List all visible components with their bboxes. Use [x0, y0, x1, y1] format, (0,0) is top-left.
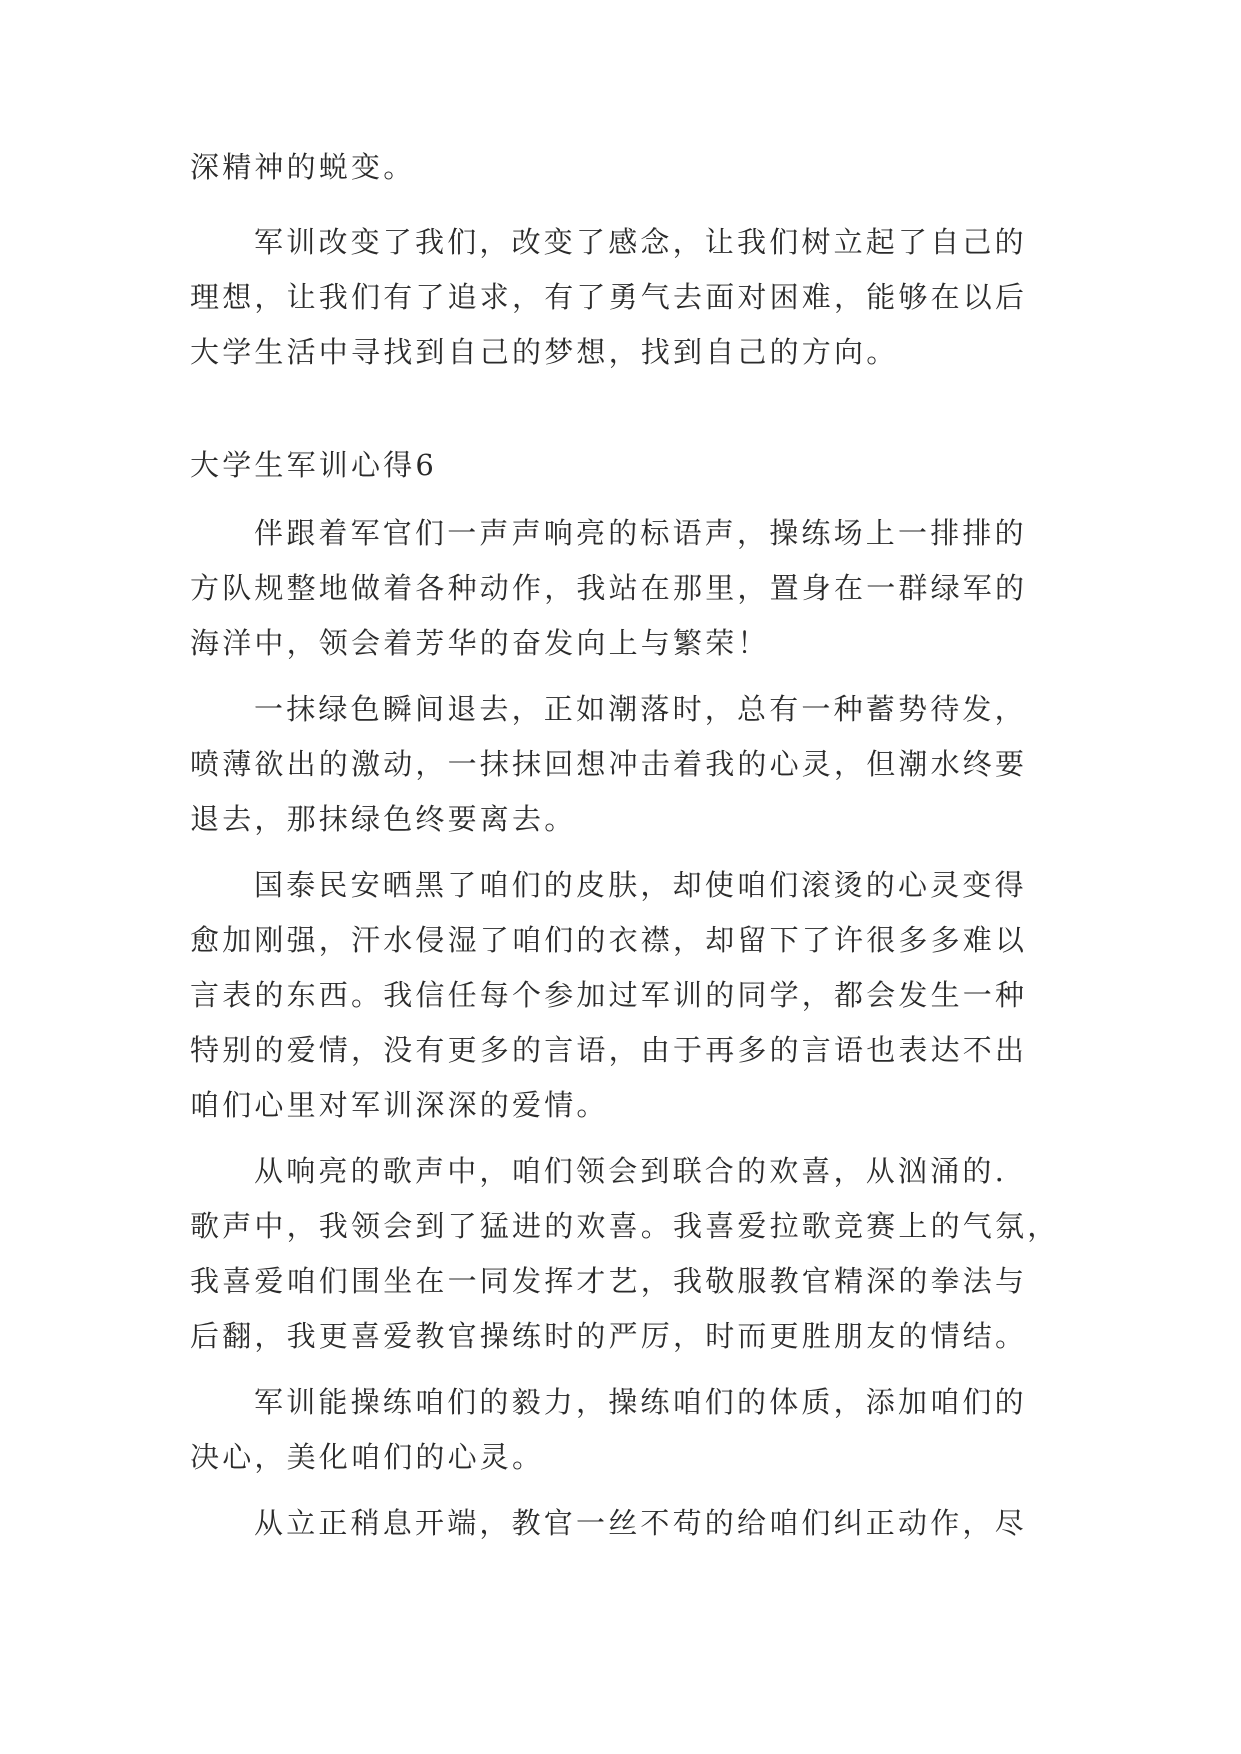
text-line: 从响亮的歌声中，咱们领会到联合的欢喜，从汹涌的.: [254, 1154, 1008, 1188]
text-line: 从立正稍息开端，教官一丝不苟的给咱们纠正动作，尽: [254, 1506, 1027, 1540]
text-line: 军训改变了我们，改变了感念，让我们树立起了自己的: [254, 225, 1027, 259]
text-line: 愈加刚强，汗水侵湿了咱们的衣襟，却留下了许很多多难以: [190, 923, 1028, 957]
text-line: 后翻，我更喜爱教官操练时的严厉，时而更胜朋友的情结。: [190, 1319, 1028, 1353]
section-heading: 大学生军训心得6: [190, 448, 438, 482]
text-line: 方队规整地做着各种动作，我站在那里，置身在一群绿军的: [190, 571, 1028, 605]
text-line: 歌声中，我领会到了猛进的欢喜。我喜爱拉歌竞赛上的气氛，: [190, 1209, 1060, 1243]
text-line: 咱们心里对军训深深的爱情。: [190, 1088, 609, 1122]
text-line: 决心，美化咱们的心灵。: [190, 1440, 545, 1474]
text-line: 言表的东西。我信任每个参加过军训的同学，都会发生一种: [190, 978, 1028, 1012]
text-line: 一抹绿色瞬间退去，正如潮落时，总有一种蓄势待发，: [254, 692, 1027, 726]
text-line: 我喜爱咱们围坐在一同发挥才艺，我敬服教官精深的拳法与: [190, 1264, 1028, 1298]
text-line: 退去，那抹绿色终要离去。: [190, 802, 577, 836]
text-line: 国泰民安晒黑了咱们的皮肤，却使咱们滚烫的心灵变得: [254, 868, 1027, 902]
text-line: 海洋中，领会着芳华的奋发向上与繁荣！: [190, 626, 770, 660]
text-line: 大学生活中寻找到自己的梦想，找到自己的方向。: [190, 335, 899, 369]
text-line: 特别的爱情，没有更多的言语，由于再多的言语也表达不出: [190, 1033, 1028, 1067]
text-line: 军训能操练咱们的毅力，操练咱们的体质，添加咱们的: [254, 1385, 1027, 1419]
text-line: 理想，让我们有了追求，有了勇气去面对困难，能够在以后: [190, 280, 1028, 314]
text-line: 深精神的蜕变。: [190, 150, 416, 184]
text-line: 伴跟着军官们一声声响亮的标语声，操练场上一排排的: [254, 516, 1027, 550]
text-line: 喷薄欲出的激动，一抹抹回想冲击着我的心灵，但潮水终要: [190, 747, 1028, 781]
